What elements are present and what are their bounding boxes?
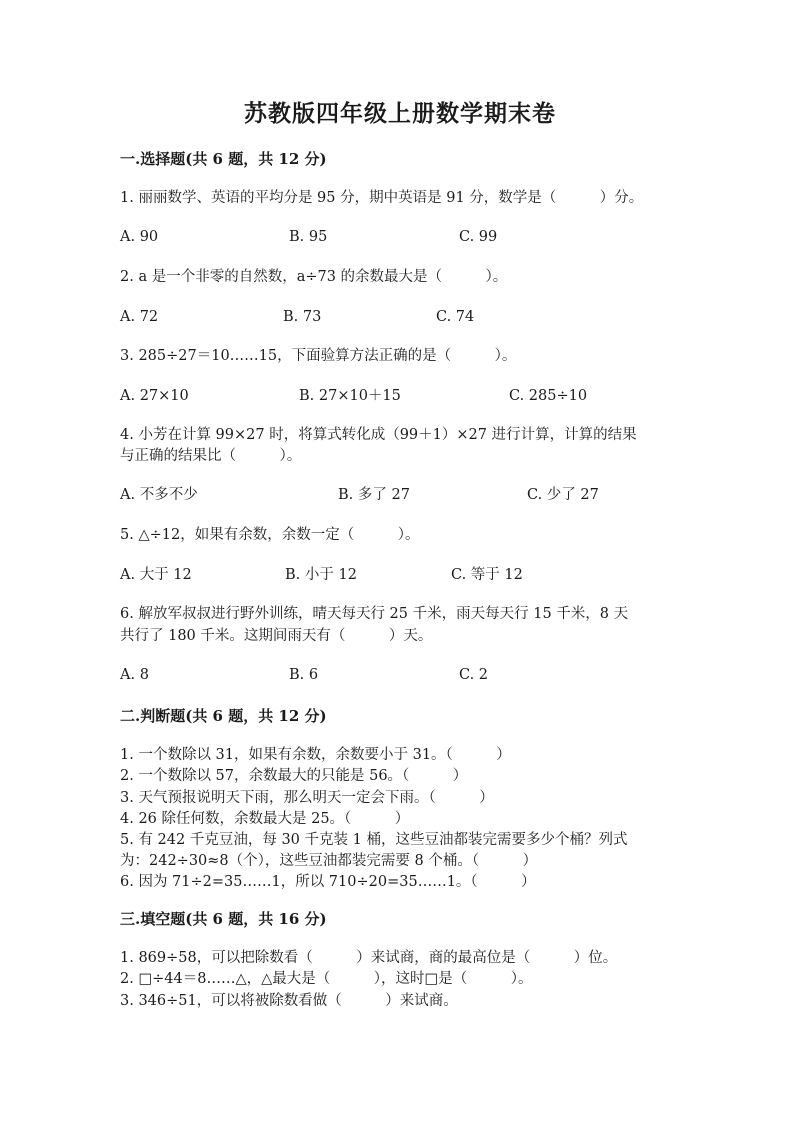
section-heading-judgment: 二.判断题(共 6 题，共 12 分) (120, 707, 327, 725)
option-a: A. 不多不少 (120, 487, 198, 503)
question-text: 1. 丽丽数学、英语的平均分是 95 分，期中英语是 91 分，数学是（ ）分。 (120, 190, 644, 206)
option-b: B. 6 (289, 667, 319, 683)
option-a: A. 72 (120, 309, 159, 325)
question-text: 共行了 180 千米。这期间雨天有（ ）天。 (120, 628, 433, 644)
question-text: 6. 解放军叔叔进行野外训练，晴天每天行 25 千米，雨天每天行 15 千米，8 天 (120, 606, 629, 622)
option-c: C. 2 (459, 667, 489, 683)
question-text: 2. a 是一个非零的自然数，a÷73 的余数最大是（ ）。 (120, 269, 508, 285)
option-b: B. 95 (289, 229, 328, 245)
section-heading-choice: 一.选择题(共 6 题，共 12 分) (120, 150, 327, 168)
section-heading-fill: 三.填空题(共 6 题，共 16 分) (120, 910, 327, 928)
option-b: B. 多了 27 (338, 487, 410, 503)
option-a: A. 27×10 (120, 388, 189, 404)
list-item: 为：242÷30≈8（个），这些豆油都装完需要 8 个桶。（ ） (120, 853, 538, 869)
list-item: 5. 有 242 千克豆油，每 30 千克装 1 桶，这些豆油都装完需要多少个桶？列式 (120, 832, 628, 848)
list-item: 6. 因为 71÷2=35……1，所以 710÷20=35……1。（ ） (120, 874, 536, 890)
option-c: C. 少了 27 (527, 487, 599, 503)
option-c: C. 74 (436, 309, 475, 325)
question-text: 5. △÷12，如果有余数，余数一定（ ）。 (120, 527, 420, 543)
option-b: B. 小于 12 (285, 567, 357, 583)
list-item: 2. □÷44＝8……△，△最大是（ ），这时□是（ ）。 (120, 971, 533, 987)
option-a: A. 8 (120, 667, 149, 683)
list-item: 1. 869÷58，可以把除数看（ ）来试商，商的最高位是（ ）位。 (120, 950, 618, 966)
list-item: 2. 一个数除以 57，余数最大的只能是 56。（ ） (120, 768, 468, 784)
question-text: 与正确的结果比（ ）。 (120, 448, 302, 464)
list-item: 4. 26 除任何数，余数最大是 25。（ ） (120, 811, 410, 827)
list-item: 3. 天气预报说明天下雨，那么明天一定会下雨。（ ） (120, 790, 494, 806)
question-text: 3. 285÷27＝10……15，下面验算方法正确的是（ ）。 (120, 348, 517, 364)
option-a: A. 大于 12 (120, 567, 192, 583)
option-a: A. 90 (120, 229, 159, 245)
option-c: C. 99 (459, 229, 498, 245)
option-b: B. 73 (283, 309, 322, 325)
list-item: 1. 一个数除以 31，如果有余数，余数要小于 31。（ ） (120, 747, 511, 763)
list-item: 3. 346÷51，可以将被除数看做（ ）来试商。 (120, 993, 458, 1009)
exam-title: 苏教版四年级上册数学期末卷 (244, 100, 556, 127)
option-c: C. 285÷10 (509, 388, 588, 404)
question-text: 4. 小芳在计算 99×27 时，将算式转化成（99＋1）×27 进行计算，计算的结果 (120, 427, 637, 443)
option-c: C. 等于 12 (451, 567, 523, 583)
option-b: B. 27×10＋15 (299, 388, 401, 404)
